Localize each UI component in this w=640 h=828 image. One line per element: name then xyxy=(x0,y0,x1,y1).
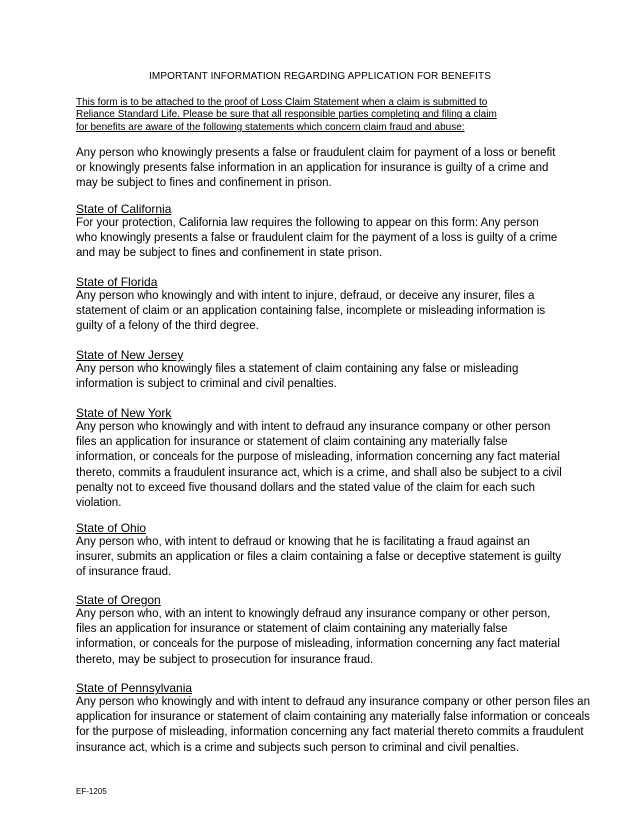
intro-line: This form is to be attached to the proof of Loss Claim Statement when a claim is submitted to xyxy=(76,97,488,108)
paragraph-line: information is subject to criminal and civil penalties. xyxy=(76,378,337,391)
paragraph-line: thereto, may be subject to prosecution for insurance fraud. xyxy=(76,653,374,666)
form-number: EF-1205 xyxy=(76,787,107,796)
paragraph-line: Any person who knowingly and with intent to defraud any insurance company or other person xyxy=(76,421,551,433)
paragraph-line: information, or conceals for the purpose of misleading, information concerning any fact material xyxy=(76,638,560,651)
paragraph-line: statement of claim or an application containing false, incomplete or misleading information is xyxy=(76,305,546,318)
paragraph-line: insurance act, which is a crime and subjects such person to criminal and civil penalties. xyxy=(76,741,519,754)
paragraph-line: files an application for insurance or statement of claim containing any materially false xyxy=(76,436,508,449)
paragraph-line: Any person who knowingly presents a false or fraudulent claim for payment of a loss or benefit xyxy=(76,147,556,159)
section-heading: State of Florida xyxy=(76,275,158,289)
paragraph-line: insurer, submits an application or files a claim containing a false or deceptive statement is guilty xyxy=(76,551,562,564)
paragraph-line: Any person who, with an intent to knowingly defraud any insurance company or other person, xyxy=(76,608,551,620)
paragraph-line: Any person who knowingly files a statement of claim containing any false or misleading xyxy=(76,363,519,375)
section-heading: State of New Jersey xyxy=(76,348,184,362)
paragraph-line: guilty of a felony of the third degree. xyxy=(76,320,259,333)
paragraph-line: and may be subject to fines and confinement in state prison. xyxy=(76,247,383,260)
section-california xyxy=(76,202,596,262)
paragraph-line: may be subject to fines and confinement in prison. xyxy=(76,177,332,190)
paragraph-line: penalty not to exceed five thousand dollars and the stated value of the claim for each such xyxy=(76,481,536,494)
paragraph-line: information, or conceals for the purpose of misleading, information concerning any fact material xyxy=(76,451,560,464)
paragraph-line: Any person who knowingly and with intent to defraud any insurance company or other person files an xyxy=(76,696,590,708)
document-title: IMPORTANT INFORMATION REGARDING APPLICATION FOR BENEFITS xyxy=(149,71,491,82)
section-heading: State of New York xyxy=(76,406,172,420)
paragraph-line: or knowingly presents false information in an application for insurance is guilty of a crime and xyxy=(76,162,549,175)
section-florida xyxy=(76,275,596,335)
section-new-york xyxy=(76,406,596,511)
paragraph-line: of insurance fraud. xyxy=(76,566,172,579)
section-ohio xyxy=(76,521,596,581)
paragraph-line: application for insurance or statement of claim containing any materially false information or conceals xyxy=(76,711,590,724)
intro-line: for benefits are aware of the following statements which concern claim fraud and abuse: xyxy=(76,121,465,133)
paragraph-line: For your protection, California law requires the following to appear on this form: Any person xyxy=(76,217,539,229)
paragraph-line: files an application for insurance or statement of claim containing any materially false xyxy=(76,623,508,636)
paragraph-line: who knowingly presents a false or fraudulent claim for the payment of a loss is guilty of a crime xyxy=(76,232,558,245)
section-oregon xyxy=(76,593,596,668)
section-heading: State of Oregon xyxy=(76,593,161,607)
paragraph-line: Any person who knowingly and with intent to injure, defraud, or deceive any insurer, files a xyxy=(76,290,535,302)
intro-line: Reliance Standard Life. Please be sure that all responsible parties completing and filing a claim xyxy=(76,109,497,121)
paragraph-line: violation. xyxy=(76,497,122,510)
paragraph-line: for the purpose of misleading, information concerning any fact material thereto commits a fraudulent xyxy=(76,726,584,739)
section-pennsylvania xyxy=(76,681,596,756)
general-fraud-statement xyxy=(76,146,566,192)
paragraph-line: Any person who, with intent to defraud or knowing that he is facilitating a fraud against an xyxy=(76,536,530,548)
section-heading: State of California xyxy=(76,202,172,216)
section-new-jersey xyxy=(76,348,596,392)
section-heading: State of Ohio xyxy=(76,521,147,535)
section-heading: State of Pennsylvania xyxy=(76,681,193,695)
paragraph-line: thereto, commits a fraudulent insurance act, which is a crime, and shall also be subject to a civil xyxy=(76,466,562,479)
intro-paragraph xyxy=(76,97,552,134)
